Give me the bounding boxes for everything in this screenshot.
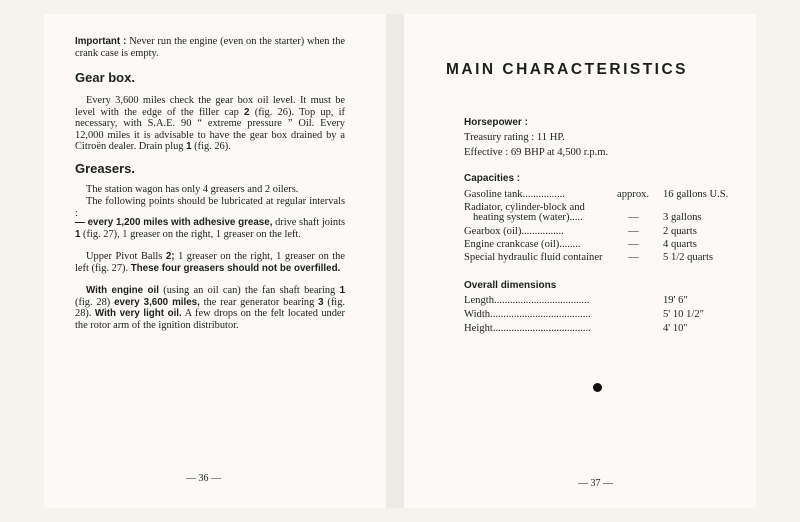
dimension-value: 5' 10 1/2" [663,309,704,320]
greasers-intro-2: The following points should be lubricated at regular intervals : [75,196,345,219]
greasers-intro-1: The station wagon has only 4 greasers and 2 oilers. [86,184,299,195]
treasury-rating: Treasury rating : 11 HP. [464,132,565,143]
dimensions-heading: Overall dimensions [464,280,557,291]
dimension-value: 4' 10" [663,323,688,334]
capacity-label: Engine crankcase (oil)........ [464,239,581,250]
dimension-label: Width...................................... [464,309,591,320]
capacity-label: Radiator, cylinder-block and [464,202,585,213]
main-characteristics-title: MAIN CHARACTERISTICS [446,61,689,78]
effective-power: Effective : 69 BHP at 4,500 r.p.m. [464,147,609,158]
pivot-balls-paragraph: Upper Pivot Balls 2; 1 greaser on the right, 1 greaser on the left (fig. 27). These four greasers should not be overfilled. [75,251,345,274]
important-note: Important : Never run the engine (even on the starter) when the crank case is empty. [75,36,346,59]
capacity-qualifier: — [628,239,639,250]
capacity-value: 5 1/2 quarts [663,252,714,263]
dimension-label: Length.................................... [464,295,590,306]
bullet-dot [593,383,602,392]
right-page-number: — 37 — [578,478,613,489]
adhesive-grease-paragraph: — every 1,200 miles with adhesive grease, drive shaft joints 1 (fig. 27), 1 greaser on the right, 1 greaser on the left. [75,217,345,240]
horsepower-heading: Horsepower : [464,117,528,128]
capacity-label: Gearbox (oil)................ [464,226,564,237]
capacity-value: 3 gallons [663,212,702,223]
capacity-qualifier: approx. [617,189,650,200]
capacity-qualifier: — [628,226,639,237]
capacity-qualifier: — [628,252,639,263]
capacity-qualifier: — [628,212,639,223]
book-gutter [386,14,404,508]
capacities-heading: Capacities : [464,173,521,184]
capacity-value: 16 gallons U.S. [663,189,729,200]
capacity-label: Special hydraulic fluid container [464,252,603,263]
capacity-label-cont: heating system (water)..... [473,212,583,223]
left-page-number: — 36 — [186,473,221,484]
greasers-heading: Greasers. [75,161,135,176]
gearbox-paragraph: Every 3,600 miles check the gear box oil level. It must be level with the edge of the filler cap 2 (fig. 26). Top up, if necessary, with S.A.E. 90 “ extreme pressure ” Oil. Every 12,000 miles it is advisable to have the gear box drained by a Citroën dealer. Drain plug 1 (fig. 26). [75,95,345,153]
capacity-value: 4 quarts [663,239,697,250]
engine-oil-paragraph: With engine oil (using an oil can) the fan shaft bearing 1 (fig. 28) every 3,600 miles, the rear generator bearing 3 (fig. 28). With very light oil. A few drops on the felt located under the rotor arm of the ignition distributor. [75,285,346,331]
dimension-value: 19' 6" [663,295,688,306]
capacity-label: Gasoline tank................ [464,189,565,200]
gearbox-heading: Gear box. [75,70,135,85]
capacity-value: 2 quarts [663,226,697,237]
dimension-label: Height..................................... [464,323,591,334]
